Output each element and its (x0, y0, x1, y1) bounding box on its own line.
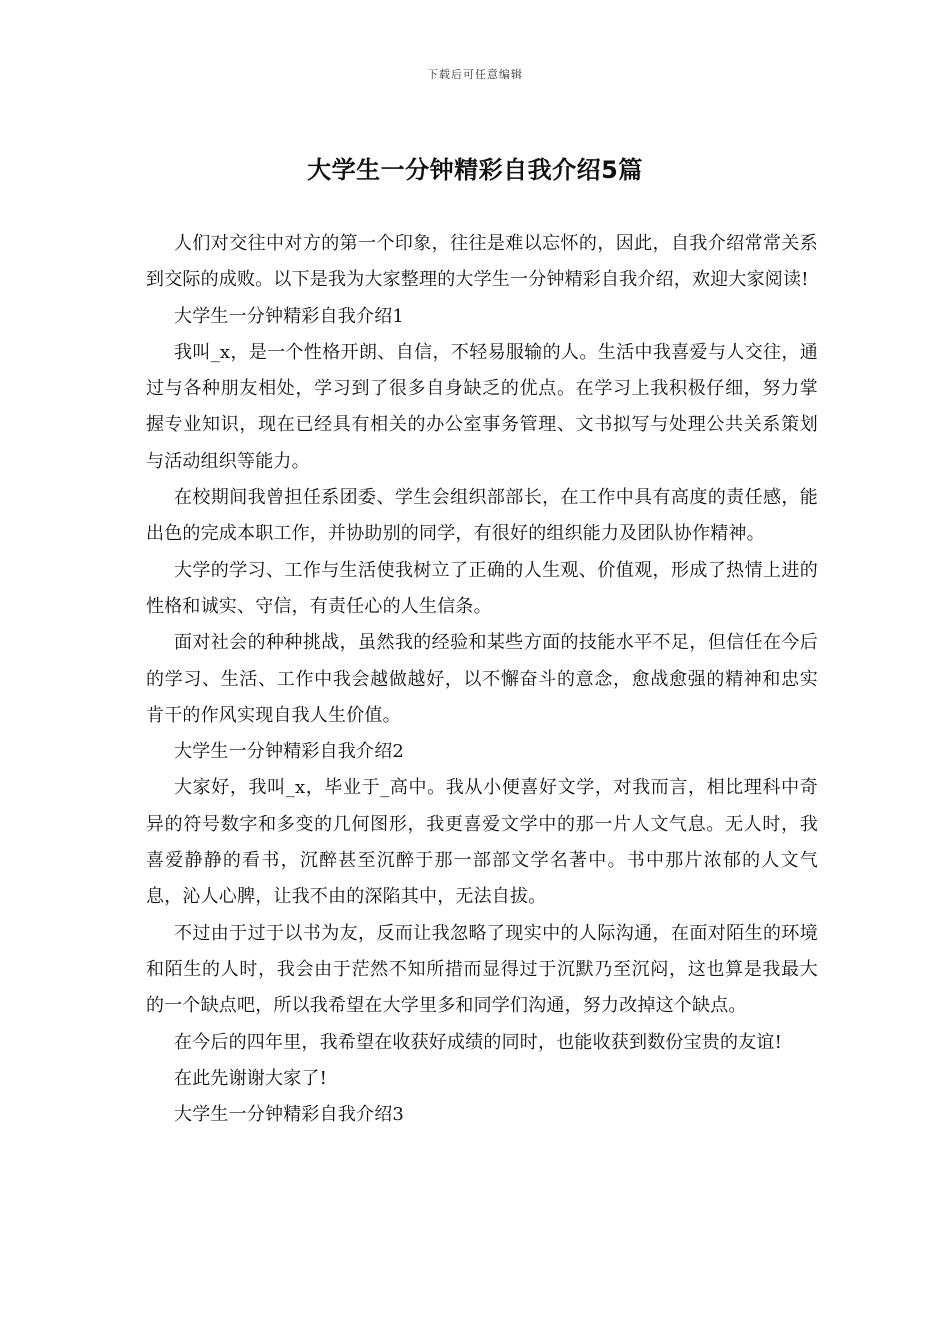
body-paragraph: 我叫_x，是一个性格开朗、自信，不轻易服输的人。生活中我喜爱与人交往，通过与各种朋友相处，学习到了很多自身缺乏的优点。在学习上我积极仔细，努力掌握专业知识，现在已经具有相关的办公室事务管理、文书拟写与处理公共关系策划与活动组织等能力。 (146, 341, 818, 472)
document-title: 大学生一分钟精彩自我介绍5篇 (307, 156, 643, 184)
body-paragraph: 在今后的四年里，我希望在收获好成绩的同时，也能收获到数份宝贵的友谊! (174, 1031, 783, 1053)
section-heading-2: 大学生一分钟精彩自我介绍2 (174, 741, 405, 763)
body-paragraph: 在校期间我曾担任系团委、学生会组织部部长，在工作中具有高度的责任感，能出色的完成本职工作，并协助别的同学，有很好的组织能力及团队协作精神。 (146, 487, 818, 545)
intro-paragraph: 人们对交往中对方的第一个印象，往往是难以忘怀的，因此，自我介绍常常关系到交际的成败。以下是我为大家整理的大学生一分钟精彩自我介绍，欢迎大家阅读! (146, 233, 818, 291)
header-note: 下载后可任意编辑 (427, 68, 523, 81)
section-heading-1: 大学生一分钟精彩自我介绍1 (174, 305, 405, 327)
body-paragraph: 面对社会的种种挑战，虽然我的经验和某些方面的技能水平不足，但信任在今后的学习、生活、工作中我会越做越好，以不懈奋斗的意念，愈战愈强的精神和忠实肯干的作风实现自我人生价值。 (146, 632, 818, 726)
document-body (146, 226, 818, 1133)
body-paragraph: 大学的学习、工作与生活使我树立了正确的人生观、价值观，形成了热情上进的性格和诚实、守信，有责任心的人生信条。 (146, 559, 818, 617)
body-paragraph: 不过由于过于以书为友，反而让我忽略了现实中的人际沟通，在面对陌生的环境和陌生的人时，我会由于茫然不知所措而显得过于沉默乃至沉闷，这也算是我最大的一个缺点吧，所以我希望在大学里多和同学们沟通，努力改掉这个缺点。 (146, 922, 818, 1017)
body-paragraph: 在此先谢谢大家了! (174, 1067, 328, 1089)
section-heading-3: 大学生一分钟精彩自我介绍3 (174, 1104, 405, 1126)
body-paragraph: 大家好，我叫_x，毕业于_高中。我从小便喜好文学，对我而言，相比理科中奇异的符号数字和多变的几何图形，我更喜爱文学中的那一片人文气息。无人时，我喜爱静静的看书，沉醉甚至沉醉于那一部部文学名著中。书中那片浓郁的人文气息，沁人心脾，让我不由的深陷其中，无法自拔。 (146, 777, 818, 908)
